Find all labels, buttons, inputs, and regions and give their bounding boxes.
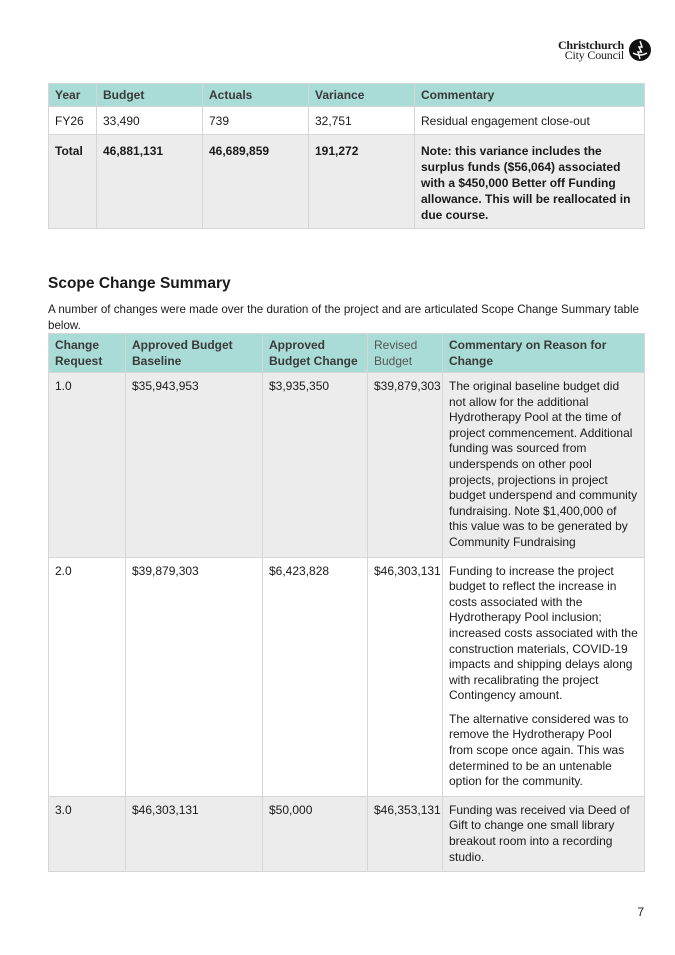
cell-year: Total: [49, 135, 97, 229]
cell-variance: 32,751: [309, 107, 415, 135]
cell-commentary: [443, 373, 645, 558]
cell-variance: 191,272: [309, 135, 415, 229]
cell-year: FY26: [49, 107, 97, 135]
budget-table: [48, 83, 645, 229]
cell-request: 3.0: [49, 796, 126, 871]
council-emblem-icon: [628, 38, 652, 62]
header-approved-change: Approved Budget Change: [263, 334, 368, 373]
header-revised-budget: Revised Budget: [368, 334, 443, 373]
cell-change: $3,935,350: [263, 373, 368, 558]
cell-commentary: Residual engagement close-out: [415, 107, 645, 135]
table-row: [49, 107, 645, 135]
intro-paragraph: A number of changes were made over the duration of the project and are articulated Scope Change Summary table below.: [48, 303, 639, 332]
cell-request: 2.0: [49, 557, 126, 796]
table-row: [49, 373, 645, 558]
header-variance: Variance: [309, 84, 415, 107]
header-budget: Budget: [97, 84, 203, 107]
cell-baseline: $46,303,131: [126, 796, 263, 871]
commentary-text-2: The alternative considered was to remove the Hydrotherapy Pool from scope once again. This was determined to be an untenable option for the community.: [449, 711, 629, 789]
cell-revised: $46,303,131: [368, 557, 443, 796]
header-commentary: Commentary: [415, 84, 645, 107]
cell-request: 1.0: [49, 373, 126, 558]
cell-baseline: $35,943,953: [126, 373, 263, 558]
cell-revised: $46,353,131: [368, 796, 443, 871]
commentary-text: Funding to increase the project budget to reflect the increase in costs associated with the Hydrotherapy Pool inclusion; increased costs associated with the construction materials, COVID-19 impacts and shipping delays along with recalibrating the project Contingency amount.: [449, 563, 638, 703]
cell-actuals: 739: [203, 107, 309, 135]
cell-change: $50,000: [263, 796, 368, 871]
total-row: [49, 135, 645, 229]
scope-change-table: [48, 333, 645, 872]
section-heading: Scope Change Summary: [48, 275, 231, 292]
commentary-text: Funding was received via Deed of Gift to change one small library breakout room into a recording studio.: [449, 802, 630, 864]
cell-commentary: [443, 796, 645, 871]
cell-commentary: Note: this variance includes the surplus funds ($56,064) associated with a $450,000 Better off Funding allowance. This will be reallocated in due course.: [415, 135, 645, 229]
header-year: Year: [49, 84, 97, 107]
page-number: 7: [637, 905, 644, 919]
cell-change: $6,423,828: [263, 557, 368, 796]
logo-line-2: City Council: [564, 48, 624, 62]
commentary-text: The original baseline budget did not allow for the additional Hydrotherapy Pool at the time of project commencement. Additional funding was sourced from underspends on other pool projects, projections in project budget underspend and community fundraising. Note $1,400,000 of this value was to be generated by Community Fundraising: [449, 379, 638, 549]
budget-table-header: [49, 84, 645, 107]
logo-line-1: Christchurch: [557, 38, 624, 52]
cell-budget: 46,881,131: [97, 135, 203, 229]
header-change-request: Change Request: [49, 334, 126, 373]
header-commentary-reason: Commentary on Reason for Change: [443, 334, 645, 373]
scope-table-header: [49, 334, 645, 373]
cell-budget: 33,490: [97, 107, 203, 135]
header-approved-baseline: Approved Budget Baseline: [126, 334, 263, 373]
header-actuals: Actuals: [203, 84, 309, 107]
cell-baseline: $39,879,303: [126, 557, 263, 796]
table-row: [49, 796, 645, 871]
cell-commentary: [443, 557, 645, 796]
table-row: [49, 557, 645, 796]
cell-revised: $39,879,303: [368, 373, 443, 558]
cell-actuals: 46,689,859: [203, 135, 309, 229]
council-logo: [558, 38, 652, 62]
